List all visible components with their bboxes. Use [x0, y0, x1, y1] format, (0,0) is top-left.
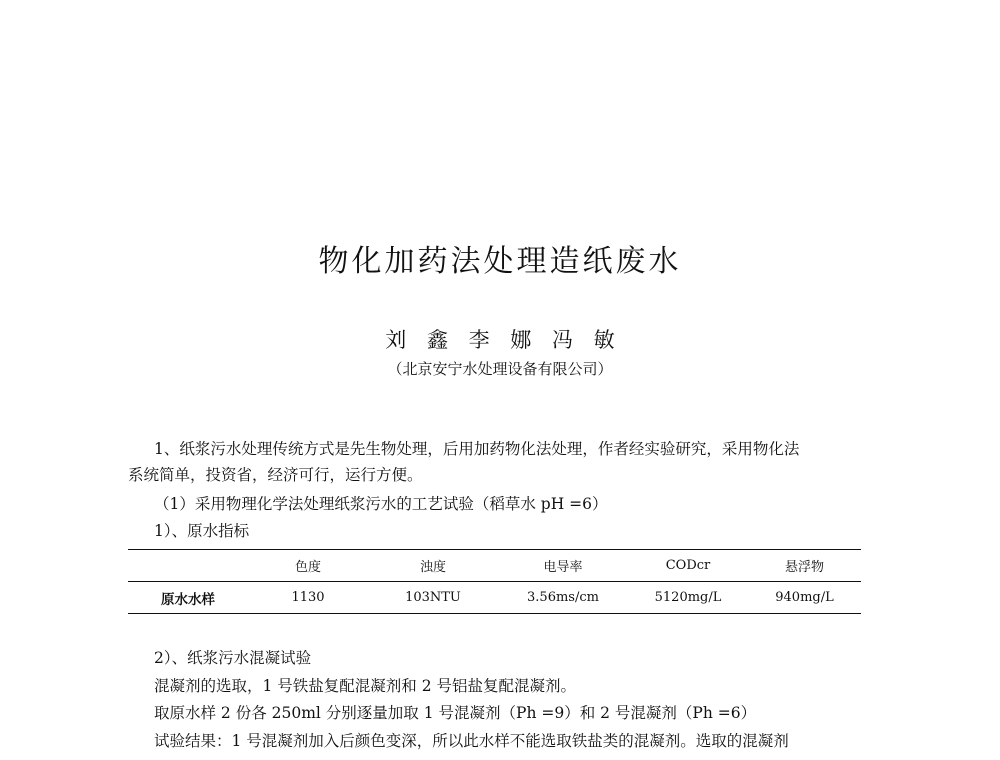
table-header-cell: CODcr — [665, 558, 711, 573]
table-cell: 1130 — [291, 590, 325, 605]
intro-paragraph-line-2: 系统简单，投资省，经济可行，运行方便。 — [128, 466, 423, 484]
table-header-cell: 悬浮物 — [784, 560, 824, 575]
result-line: 试验结果：1 号混凝剂加入后颜色变深，所以此水样不能选取铁盐类的混凝剂。选取的混凝剂 — [154, 732, 789, 750]
table-cell: 5120mg/L — [654, 590, 722, 605]
sampling-line: 取原水样 2 份各 250ml 分别逐量加取 1 号混凝剂（Ph =9）和 2 号混凝剂（Ph =6） — [154, 704, 757, 722]
table-row — [128, 582, 861, 614]
author-list: 刘 鑫 李 娜 冯 敏 — [385, 328, 615, 352]
table-header-cell: 电导率 — [543, 560, 583, 575]
table-header-cell: 色度 — [294, 560, 321, 575]
table-cell: 103NTU — [405, 590, 461, 605]
table-header-cell — [128, 550, 248, 582]
table-header-cell: 浊度 — [419, 560, 446, 575]
intro-paragraph-line-1: 1、纸浆污水处理传统方式是先生物处理，后用加药物化法处理，作者经实验研究，采用物化法 — [154, 440, 800, 458]
section-heading-2: 2）、纸浆污水混凝试验 — [154, 649, 312, 667]
raw-water-table — [128, 549, 861, 614]
table-cell: 3.56ms/cm — [527, 590, 599, 605]
table-cell: 940mg/L — [775, 590, 834, 605]
coagulant-choice-line: 混凝剂的选取，1 号铁盐复配混凝剂和 2 号铝盐复配混凝剂。 — [154, 677, 577, 695]
table-cell: 原水水样 — [161, 591, 215, 608]
table-header-row — [128, 550, 861, 582]
paper-title: 物化加药法处理造纸废水 — [318, 244, 682, 279]
affiliation: （北京安宁水处理设备有限公司） — [387, 360, 613, 378]
section-heading-1: （1）采用物理化学法处理纸浆污水的工艺试验（稻草水 pH =6） — [154, 495, 608, 513]
subsection-heading-raw-water: 1）、原水指标 — [154, 522, 250, 540]
